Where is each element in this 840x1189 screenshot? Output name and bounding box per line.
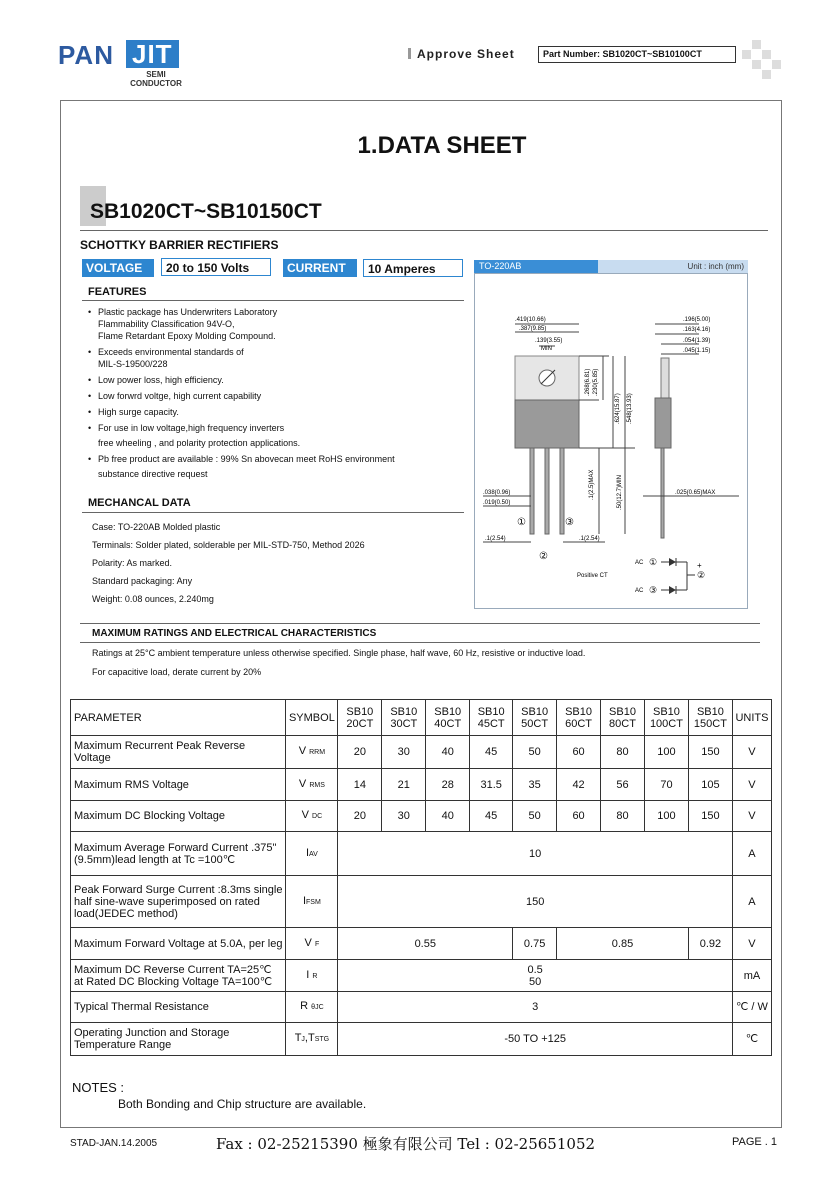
value-cell: 100 <box>644 736 688 769</box>
value-cell: -50 TO +125 <box>338 1023 733 1056</box>
unit-cell: V <box>732 769 771 801</box>
side-body <box>655 398 671 448</box>
current-tag: CURRENT <box>283 259 357 277</box>
header-model: SB10 150CT <box>688 700 732 736</box>
value-cell: 105 <box>688 769 732 801</box>
value-cell: 150 <box>688 736 732 769</box>
pin-2-label: ② <box>539 551 548 562</box>
logo-jit-text: JIT <box>126 40 179 68</box>
mech-line: Terminals: Solder plated, solderable per MIL-STD-750, Method 2026 <box>92 540 365 550</box>
ratings-heading: MAXIMUM RATINGS AND ELECTRICAL CHARACTERISTICS <box>92 628 377 639</box>
logo-pan-text: PAN <box>58 40 114 70</box>
dim-hole1: .139(3.55) <box>535 338 563 344</box>
feature-item: • Exceeds environmental standards of <box>88 346 468 358</box>
unit-cell: A <box>732 832 771 876</box>
package-unit: Unit : inch (mm) <box>687 262 744 271</box>
feature-item-cont: free wheeling , and polarity protection applications. <box>98 438 301 448</box>
symbol-cell: V RRM <box>286 736 338 769</box>
value-cell: 0.92 <box>688 928 732 960</box>
mechanical-heading: MECHANCAL DATA <box>88 497 191 509</box>
symbol-cell: V RMS <box>286 769 338 801</box>
ratings-top-rule <box>80 623 760 624</box>
value-cell: 56 <box>601 769 645 801</box>
value-cell: 150 <box>338 876 733 928</box>
header-model: SB10 60CT <box>557 700 601 736</box>
table-row <box>71 832 772 876</box>
value-cell: 45 <box>470 736 513 769</box>
dim-v4: .548(13.93) <box>627 393 633 424</box>
schematic-pin2: ② <box>697 570 706 580</box>
logo-sub-semi: SEMI <box>146 70 166 79</box>
lead-1 <box>530 448 534 534</box>
param-cell: Maximum RMS Voltage <box>71 769 286 801</box>
lead-2 <box>545 448 549 534</box>
dim-v6: .50(12.7)MIN <box>617 474 623 510</box>
side-tab <box>661 358 669 398</box>
symbol-cell: V F <box>286 928 338 960</box>
dim-top2: .387(9.85) <box>519 326 547 332</box>
dim-v2: .230(5.85) <box>593 368 599 396</box>
value-cell: 150 <box>688 801 732 832</box>
package-header <box>474 260 748 273</box>
feature-item: • Plastic package has Underwriters Laboratory <box>88 306 468 318</box>
page-title: 1.DATA SHEET <box>357 132 527 159</box>
diode-1 <box>669 558 676 566</box>
current-value: 10 Amperes <box>363 259 463 277</box>
value-cell: 40 <box>426 801 470 832</box>
approve-text: Approve Sheet <box>417 47 515 61</box>
param-cell: Peak Forward Surge Current :8.3ms single half sine-wave superimposed on rated load(JEDEC method) <box>71 876 286 928</box>
ratings-table <box>70 699 772 1056</box>
mech-line: Weight: 0.08 ounces, 2.240mg <box>92 594 214 604</box>
table-row <box>71 992 772 1023</box>
value-cell: 0.75 <box>513 928 557 960</box>
value-cell: 40 <box>426 736 470 769</box>
unit-cell: mA <box>732 960 771 992</box>
value-cell: 50 <box>513 736 557 769</box>
feature-item: • Pb free product are available : 99% Sn abovecan meet RoHS environment <box>88 453 468 465</box>
package-body <box>515 400 579 448</box>
value-cell: 80 <box>601 736 645 769</box>
param-cell: Maximum Recurrent Peak Reverse Voltage <box>71 736 286 769</box>
table-row <box>71 960 772 992</box>
symbol-cell: IFSM <box>286 876 338 928</box>
dim-hole2: MIN <box>541 346 552 352</box>
param-cell: Maximum DC Blocking Voltage <box>71 801 286 832</box>
value-cell: 100 <box>644 801 688 832</box>
schematic-label: Positive CT <box>577 573 608 579</box>
header-symbol: SYMBOL <box>286 700 338 736</box>
unit-cell: V <box>732 801 771 832</box>
param-cell: Maximum Forward Voltage at 5.0A, per leg <box>71 928 286 960</box>
approve-sheet-label <box>408 47 515 61</box>
ratings-rule <box>80 642 760 643</box>
value-cell: 0.5 50 <box>338 960 733 992</box>
logo-subtitle <box>126 70 186 88</box>
header-model: SB10 45CT <box>470 700 513 736</box>
unit-cell: V <box>732 736 771 769</box>
ratings-note-1: Ratings at 25°C ambient temperature unless otherwise specified. Single phase, half wave, 60 Hz, resistive or inductive load. <box>92 648 586 658</box>
unit-cell: ℃ / W <box>732 992 771 1023</box>
features-list <box>88 306 468 480</box>
unit-cell: V <box>732 928 771 960</box>
notes-body: Both Bonding and Chip structure are available. <box>118 1097 367 1111</box>
package-name: TO-220AB <box>474 260 598 273</box>
dim-thickness: .025(0.65)MAX <box>675 490 716 496</box>
dim-pitch-right: .1(2.54) <box>579 536 600 542</box>
dim-r4: .045(1.15) <box>683 348 711 354</box>
unit-cell: A <box>732 876 771 928</box>
schematic-pin1: ① <box>649 557 658 567</box>
package-drawing <box>474 273 748 609</box>
table-header-row <box>71 700 772 736</box>
param-cell: Maximum DC Reverse Current TA=25℃ at Rated DC Blocking Voltage TA=100℃ <box>71 960 286 992</box>
table-row <box>71 928 772 960</box>
value-cell: 31.5 <box>470 769 513 801</box>
diode-2 <box>669 586 676 594</box>
mech-line: Standard packaging: Any <box>92 576 193 586</box>
table-row <box>71 801 772 832</box>
symbol-cell: V DC <box>286 801 338 832</box>
header-model: SB10 50CT <box>513 700 557 736</box>
value-cell: 60 <box>557 736 601 769</box>
param-cell: Maximum Average Forward Current .375" (9.5mm)lead length at Tc =100℃ <box>71 832 286 876</box>
value-cell: 45 <box>470 801 513 832</box>
feature-item-cont: MIL-S-19500/228 <box>98 359 168 369</box>
feature-item-cont: Flame Retardant Epoxy Molding Compound. <box>98 331 276 341</box>
symbol-cell: IAV <box>286 832 338 876</box>
header-model: SB10 30CT <box>382 700 426 736</box>
header-parameter: PARAMETER <box>71 700 286 736</box>
voltage-value: 20 to 150 Volts <box>161 258 271 276</box>
value-cell: 28 <box>426 769 470 801</box>
mech-line: Polarity: As marked. <box>92 558 173 568</box>
schematic-plus: + <box>697 561 702 570</box>
value-cell: 0.55 <box>338 928 513 960</box>
feature-item: • High surge capacity. <box>88 406 468 418</box>
schematic-ac1: AC <box>635 560 644 566</box>
dim-r2: .163(4.16) <box>683 327 711 333</box>
logo-sub-conductor: CONDUCTOR <box>130 79 182 88</box>
value-cell: 30 <box>382 801 426 832</box>
dim-v5: .1(2.5)MAX <box>589 469 595 500</box>
dim-v1: .268(6.81) <box>585 368 591 396</box>
dim-pitch-left: .1(2.54) <box>485 536 506 542</box>
value-cell: 3 <box>338 992 733 1023</box>
dim-r3: .054(1.39) <box>683 338 711 344</box>
feature-item: • For use in low voltage,high frequency inverters <box>88 422 468 434</box>
part-series-title: SB1020CT~SB10150CT <box>90 200 322 223</box>
value-cell: 80 <box>601 801 645 832</box>
value-cell: 14 <box>338 769 382 801</box>
footer-page: PAGE . 1 <box>732 1136 778 1148</box>
dim-lead2: .019(0.50) <box>483 500 511 506</box>
voltage-tag: VOLTAGE <box>82 259 154 277</box>
feature-item: • Low forwrd voltge, high current capability <box>88 390 468 402</box>
ratings-note-2: For capacitive load, derate current by 20% <box>92 667 262 677</box>
value-cell: 30 <box>382 736 426 769</box>
unit-cell: ℃ <box>732 1023 771 1056</box>
param-cell: Typical Thermal Resistance <box>71 992 286 1023</box>
value-cell: 42 <box>557 769 601 801</box>
value-cell: 20 <box>338 736 382 769</box>
dim-r1: .196(5.00) <box>683 317 711 323</box>
product-subtitle: SCHOTTKY BARRIER RECTIFIERS <box>80 238 279 252</box>
header-model: SB10 40CT <box>426 700 470 736</box>
dim-lead1: .038(0.96) <box>483 490 511 496</box>
pin-1-label: ① <box>517 517 526 528</box>
mech-line: Case: TO-220AB Molded plastic <box>92 522 221 532</box>
notes-heading: NOTES : <box>72 1080 125 1095</box>
side-lead <box>661 448 664 538</box>
header-model: SB10 100CT <box>644 700 688 736</box>
value-cell: 70 <box>644 769 688 801</box>
symbol-cell: TJ,TSTG <box>286 1023 338 1056</box>
feature-item-cont: Flammability Classification 94V-O, <box>98 319 235 329</box>
dim-v3: .624(15.87) <box>615 393 621 424</box>
value-cell: 20 <box>338 801 382 832</box>
footer-contact: Fax : 02-25215390 極象有限公司 Tel : 02-25651052 <box>216 1135 596 1153</box>
part-number-box: Part Number: SB1020CT~SB10100CT <box>538 46 736 63</box>
value-cell: 50 <box>513 801 557 832</box>
feature-item: • Low power loss, high efficiency. <box>88 374 468 386</box>
value-cell: 0.85 <box>557 928 689 960</box>
table-row <box>71 1023 772 1056</box>
schematic-pin3: ③ <box>649 585 658 595</box>
dim-top1: .419(10.66) <box>515 317 546 323</box>
symbol-cell: I R <box>286 960 338 992</box>
mechanical-rule <box>82 512 464 513</box>
header-model: SB10 20CT <box>338 700 382 736</box>
company-logo <box>58 40 188 90</box>
value-cell: 35 <box>513 769 557 801</box>
checker-pattern-decoration <box>742 40 782 80</box>
mechanical-data <box>92 518 365 608</box>
value-cell: 21 <box>382 769 426 801</box>
param-cell: Operating Junction and Storage Temperature Range <box>71 1023 286 1056</box>
value-cell: 10 <box>338 832 733 876</box>
feature-item-cont: substance directive request <box>98 469 208 479</box>
table-row <box>71 769 772 801</box>
value-cell: 60 <box>557 801 601 832</box>
table-row <box>71 876 772 928</box>
schematic-ac3: AC <box>635 588 644 594</box>
table-row <box>71 736 772 769</box>
title-rule <box>80 230 768 231</box>
symbol-cell: R θJC <box>286 992 338 1023</box>
pin-3-label: ③ <box>565 517 574 528</box>
header-model: SB10 80CT <box>601 700 645 736</box>
features-heading: FEATURES <box>88 286 147 298</box>
lead-3 <box>560 448 564 534</box>
footer-date: STAD-JAN.14.2005 <box>70 1138 158 1149</box>
features-rule <box>82 300 464 301</box>
header-units: UNITS <box>732 700 771 736</box>
